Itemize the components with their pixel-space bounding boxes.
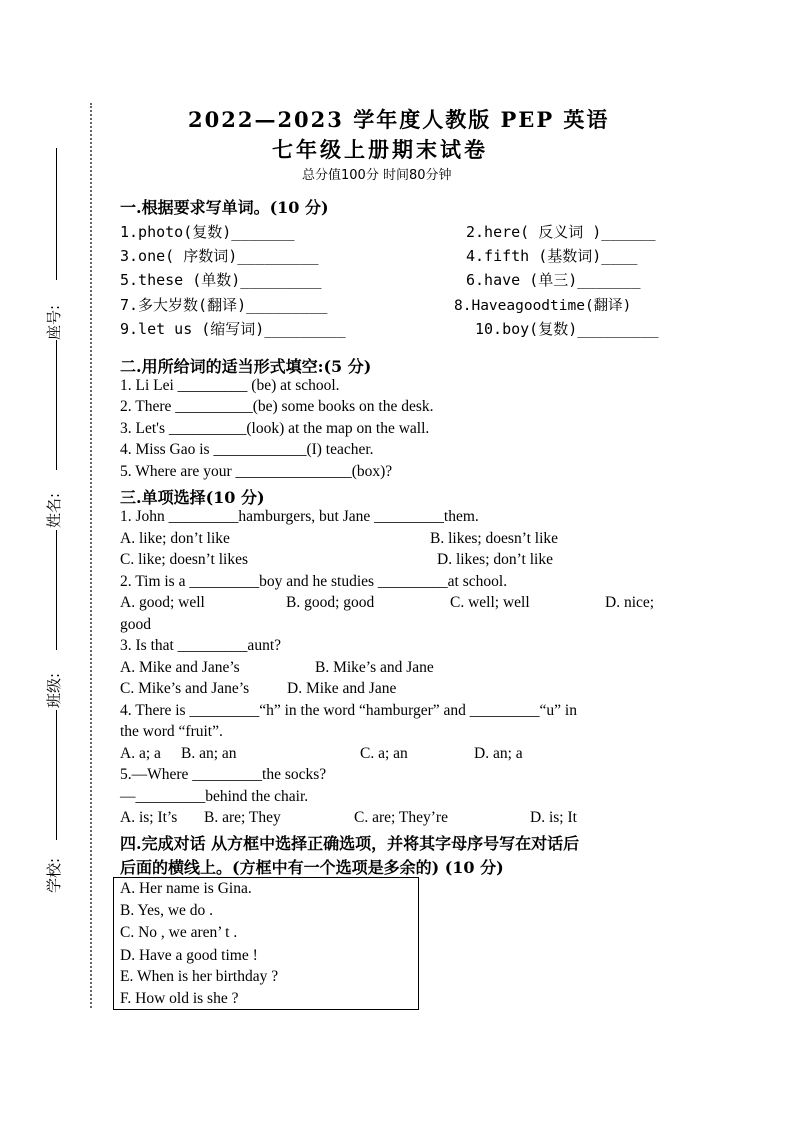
- s1-item: 3.one( 序数词)_________: [120, 247, 319, 265]
- s3-option: A. a; a: [120, 745, 161, 762]
- s3-option: C. well; well: [450, 594, 530, 611]
- s3-question: 5.—Where _________the socks?: [120, 766, 327, 783]
- box-option: F. How old is she ?: [120, 990, 239, 1007]
- box-option: B. Yes, we do .: [120, 902, 214, 919]
- s1-item: 6.have (单三)_______: [466, 271, 641, 289]
- s3-option: C. a; an: [360, 745, 408, 762]
- section-4-heading-cont: 后面的横线上。(方框中有一个选项是多余的) (10 分): [120, 858, 504, 877]
- s2-item: 5. Where are your _______________(box)?: [120, 463, 393, 480]
- s3-option: D. Mike and Jane: [287, 680, 397, 697]
- class-label: 班级:: [45, 672, 64, 709]
- seat-line: [56, 148, 57, 280]
- title-line-1: 2022—2023 学年度人教版 PEP 英语: [188, 107, 610, 132]
- s3-question-cont: the word “fruit”.: [120, 723, 223, 740]
- s1-item: 8.Haveagoodtime(翻译): [454, 298, 632, 314]
- binding-dotted-line: [90, 103, 92, 1008]
- s3-question: 1. John _________hamburgers, but Jane _________them.: [120, 508, 479, 525]
- s3-question-cont: —_________behind the chair.: [120, 788, 309, 805]
- section-3-heading: 三.单项选择(10 分): [120, 488, 265, 507]
- s3-option: D. an; a: [474, 745, 523, 762]
- s3-question: 4. There is _________“h” in the word “hamburger” and _________“u” in: [120, 702, 577, 719]
- s2-item: 2. There __________(be) some books on the desk.: [120, 398, 434, 415]
- s3-option: A. good; well: [120, 594, 205, 611]
- s3-option: C. Mike’s and Jane’s: [120, 680, 250, 697]
- s3-option: C. like; doesn’t likes: [120, 551, 249, 568]
- s3-option: D. is; It: [530, 809, 577, 826]
- s1-item: 2.here( 反义词 )______: [466, 223, 656, 241]
- s3-option: B. Mike’s and Jane: [315, 659, 434, 676]
- s3-question: 3. Is that _________aunt?: [120, 637, 282, 654]
- s2-item: 1. Li Lei _________ (be) at school.: [120, 377, 340, 394]
- s3-option: C. are; They’re: [354, 809, 448, 826]
- s3-option: B. likes; doesn’t like: [430, 530, 559, 547]
- s3-option: A. Mike and Jane’s: [120, 659, 240, 676]
- s1-item: 9.let us (缩写词)_________: [120, 320, 346, 338]
- s3-option: B. good; good: [286, 594, 375, 611]
- s3-option: A. is; It’s: [120, 809, 178, 826]
- box-option: E. When is her birthday ?: [120, 968, 279, 985]
- s3-question: 2. Tim is a _________boy and he studies _________at school.: [120, 573, 508, 590]
- s3-option: D. likes; don’t like: [437, 551, 553, 568]
- s1-item: 4.fifth (基数词)____: [466, 247, 638, 265]
- title-line-2: 七年级上册期末试卷: [272, 137, 488, 162]
- box-option: A. Her name is Gina.: [120, 880, 252, 897]
- class-line: [56, 530, 57, 650]
- s3-option: A. like; don’t like: [120, 530, 230, 547]
- name-line: [56, 340, 57, 470]
- s1-item: 5.these (单数)_________: [120, 271, 322, 289]
- school-label: 学校:: [45, 857, 64, 894]
- s3-option: B. an; an: [181, 745, 237, 762]
- seat-label: 座号:: [45, 304, 64, 341]
- box-option: D. Have a good time !: [120, 947, 258, 964]
- s3-option: B. are; They: [204, 809, 281, 826]
- s1-item: 10.boy(复数)_________: [475, 320, 659, 338]
- s3-option-cont: good: [120, 616, 151, 633]
- s1-item: 1.photo(复数)_______: [120, 223, 295, 241]
- section-2-heading: 二.用所给词的适当形式填空:(5 分): [120, 357, 372, 376]
- name-label: 姓名:: [45, 492, 64, 529]
- section-4-heading: 四.完成对话 从方框中选择正确选项，并将其字母序号写在对话后: [120, 834, 580, 853]
- s2-item: 3. Let's __________(look) at the map on the wall.: [120, 420, 430, 437]
- s1-item: 7.多大岁数(翻译)_________: [120, 296, 328, 314]
- subtitle: 总分值100分 时间80分钟: [302, 168, 452, 183]
- section-1-heading: 一.根据要求写单词。(10 分): [120, 198, 329, 217]
- s3-option: D. nice;: [605, 594, 655, 611]
- box-option: C. No , we aren’ t .: [120, 924, 238, 941]
- school-line: [56, 710, 57, 840]
- s2-item: 4. Miss Gao is ____________(I) teacher.: [120, 441, 374, 458]
